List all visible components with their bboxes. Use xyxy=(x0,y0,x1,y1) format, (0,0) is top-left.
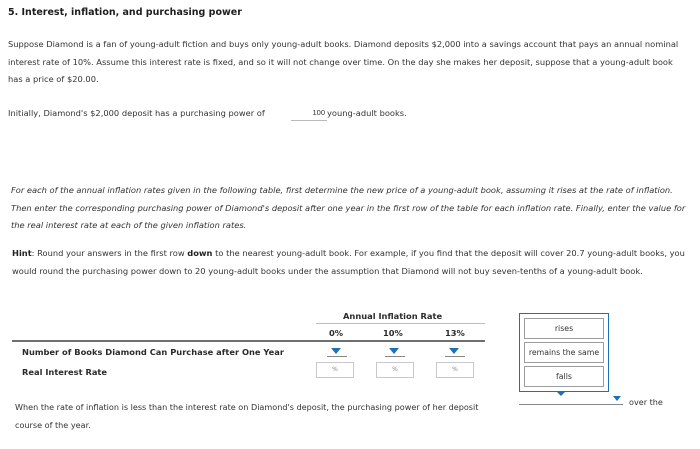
option-rises[interactable]: rises xyxy=(524,318,604,339)
final-sentence-prefix: When the rate of inflation is less than the interest rate on Diamond's deposit, the purchasing power of her deposit xyxy=(15,402,479,412)
row-label-real-interest: Real Interest Rate xyxy=(22,367,108,377)
option-falls[interactable]: falls xyxy=(524,366,604,387)
books-dropdown-13pct[interactable] xyxy=(445,347,465,359)
chevron-down-icon xyxy=(389,348,399,354)
column-header-0: 0% xyxy=(329,328,344,338)
column-header-10: 10% xyxy=(383,328,403,338)
option-remains-the-same[interactable]: remains the same xyxy=(524,342,604,363)
real-rate-input-0pct[interactable]: % xyxy=(316,362,354,378)
chevron-down-icon xyxy=(613,396,621,401)
question-title: 5. Interest, inflation, and purchasing power xyxy=(8,7,242,18)
hint-paragraph xyxy=(12,245,688,280)
initial-purchasing-power-input[interactable] xyxy=(291,104,327,121)
purchasing-power-dropdown[interactable] xyxy=(519,395,623,407)
row-label-books: Number of Books Diamond Can Purchase after One Year xyxy=(22,347,284,357)
hint-text-1: : Round your answers in the first row xyxy=(31,248,188,258)
instructions-paragraph: For each of the annual inflation rates given in the following table, first determine the new price of a young-adult book, assuming it rises at the rate of inflation. Then enter the corresponding purchasing power of Diamond's deposit after one year in the first row of the table for each inflation rate. Finally, enter the value for the real interest rate at each of the given inflation rates. xyxy=(11,185,686,230)
final-sentence-suffix: over the xyxy=(629,397,663,407)
hint-text-2: to the nearest young-adult book. For example, if you find that the deposit will cover 20.7 young-adult books, you would round the purchasing power down to 20 young-adult books under the assumption that Diamond will not buy seven-tenths of a young-adult book. xyxy=(12,248,685,276)
header-rule xyxy=(316,323,485,324)
chevron-down-icon xyxy=(331,348,341,354)
dropdown-options-panel xyxy=(519,313,609,392)
dropdown-underline xyxy=(519,404,623,405)
real-rate-input-10pct[interactable]: % xyxy=(376,362,414,378)
hint-label: Hint xyxy=(12,248,32,258)
table-header-annual-inflation-rate: Annual Inflation Rate xyxy=(343,311,443,321)
dropdown-underline xyxy=(327,356,347,357)
intro-paragraph: Suppose Diamond is a fan of young-adult fiction and buys only young-adult books. Diamond deposits $2,000 into a savings account that pays an annual nominal interest rate of 10%. Assume this interest rate is fixed, and so it will not change over time. On the day she makes her deposit, suppose that a young-adult book has a price of $20.00. xyxy=(8,39,679,84)
real-rate-input-13pct[interactable]: % xyxy=(436,362,474,378)
hint-bold-word: down xyxy=(187,248,213,258)
books-dropdown-10pct[interactable] xyxy=(385,347,405,359)
column-header-rule xyxy=(12,340,485,342)
chevron-down-icon xyxy=(449,348,459,354)
final-sentence-continuation: course of the year. xyxy=(15,420,91,430)
column-header-13: 13% xyxy=(445,328,465,338)
dropdown-underline xyxy=(445,356,465,357)
dropdown-underline xyxy=(385,356,405,357)
books-dropdown-0pct[interactable] xyxy=(327,347,347,359)
initial-suffix-text: young-adult books. xyxy=(327,108,407,118)
initial-prefix-text: Initially, Diamond's $2,000 deposit has a purchasing power of xyxy=(8,108,265,118)
